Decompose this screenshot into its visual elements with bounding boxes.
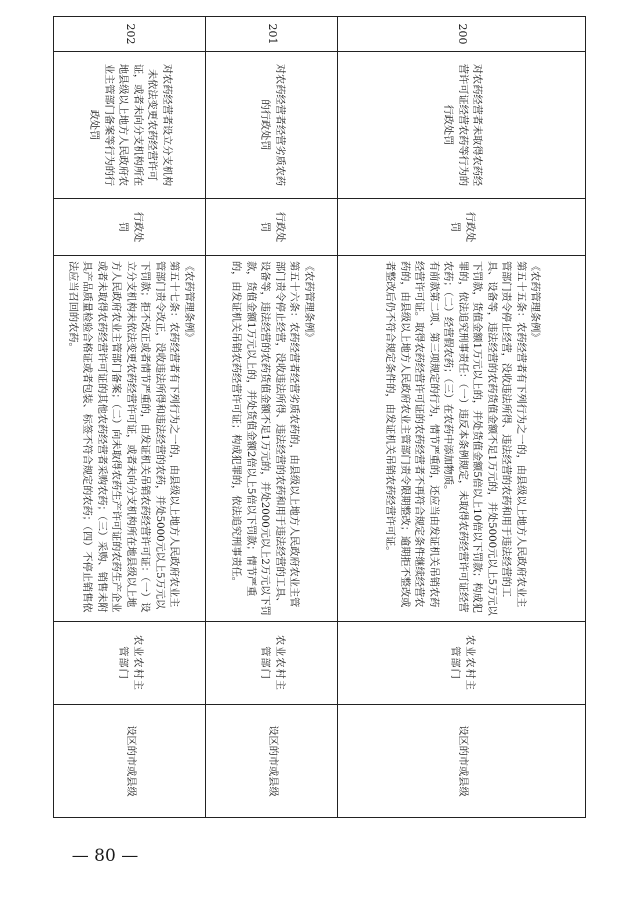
item-number: 201 — [206, 17, 338, 52]
item-name: 对农药经营者未取得农药经营许可证经营农药等行为的行政处罚 — [338, 52, 586, 199]
item-type: 行政处罚 — [206, 199, 338, 256]
administrative-penalty-table — [53, 16, 586, 818]
table-row — [54, 17, 206, 818]
item-name: 对农药经营者经营劣质农药的行政处罚 — [206, 52, 338, 199]
table-row — [206, 17, 338, 818]
legal-basis — [54, 256, 206, 622]
enforcement-level: 设区的市或县级 — [206, 705, 338, 818]
basis-paragraph: 有前款第二项、第三项规定的行为，情节严重的，还应当由发证机关吊销农药经营许可证。取得农药经营许可证的农药经营者不再符合规定条件继续经营农药的，由县级以上地方人民政府农业主管部门责令限期整改；逾期拒不整改或者整改后仍不符合规定条件的，由发证机关吊销农药经营许可证。 — [384, 261, 439, 608]
basis-title: 《农药管理条例》 — [182, 261, 194, 343]
responsible-department: 农业农村主管部门 — [338, 622, 586, 705]
legal-basis — [338, 256, 586, 622]
basis-title: 《农药管理条例》 — [529, 261, 541, 343]
legal-basis — [206, 256, 338, 622]
basis-title: 《农药管理条例》 — [303, 261, 314, 343]
page-number: — 80 — — [71, 846, 139, 866]
basis-paragraph: 第五十六条：农药经营者经营劣质农药的，由县级以上地方人民政府农业主管部门责令停止经营，没收违法所得、违法经营的农药和用于违法经营的工具、设备等，违法经营的农药货值金额不足1万元的，并处2000元以上2万元以下罚款，货值金额1万元以上的，并处货值金额2倍以上5倍以下罚款；情节严重的，由发证机关吊销农药经营许可证；构成犯罪的，依法追究刑事责任。 — [230, 261, 300, 616]
table-row — [338, 17, 586, 818]
basis-paragraph: 第五十五条：农药经营者有下列行为之一的，由县级以上地方人民政府农业主管部门责令停止经营，没收违法所得、违法经营的农药和用于违法经营的工具、设备等，违法经营的农药货值金额不足1万元的，并处5000元以上5万元以下罚款，货值金额1万元以上的，并处货值金额5倍以上10倍以下罚款；构成犯罪的，依法追究刑事责任：（一）违反本条例规定，未取得农药经营许可证经营农药；（二）经营假农药；（三）在农药中添加物质。 — [442, 261, 526, 616]
basis-paragraph: 第五十七条：农药经营者有下列行为之一的，由县级以上地方人民政府农业主管部门责令改正，没收违法所得和违法经营的农药，并处5000元以上5万元以下罚款；拒不改正或者情节严重的，由发证机关吊销农药经营许可证：（一）设立分支机构未依法变更农药经营许可证，或者未向分支机构所在地县级以上地方人民政府农业主管部门备案；（二）向未取得农药生产许可证的农药生产企业或者未取得农药经营许可证的其他农药经营者采购农药；（三）采购、销售未附具产品质量检验合格证或者包装、标签不符合规定的农药；（四）不停止销售依法应当召回的农药。 — [66, 261, 180, 613]
responsible-department: 农业农村主管部门 — [206, 622, 338, 705]
rotated-page-table — [54, 16, 586, 818]
item-number: 202 — [54, 17, 206, 52]
enforcement-level: 设区的市或县级 — [54, 705, 206, 818]
item-type: 行政处罚 — [338, 199, 586, 256]
item-type: 行政处罚 — [54, 199, 206, 256]
item-name: 对农药经营者设立分支机构未依法变更农药经营许可证，或者未向分支机构所在地县级以上地方人民政府农业主管部门备案等行为的行政处罚 — [54, 52, 206, 199]
item-number: 200 — [338, 17, 586, 52]
responsible-department: 农业农村主管部门 — [54, 622, 206, 705]
enforcement-level: 设区的市或县级 — [338, 705, 586, 818]
